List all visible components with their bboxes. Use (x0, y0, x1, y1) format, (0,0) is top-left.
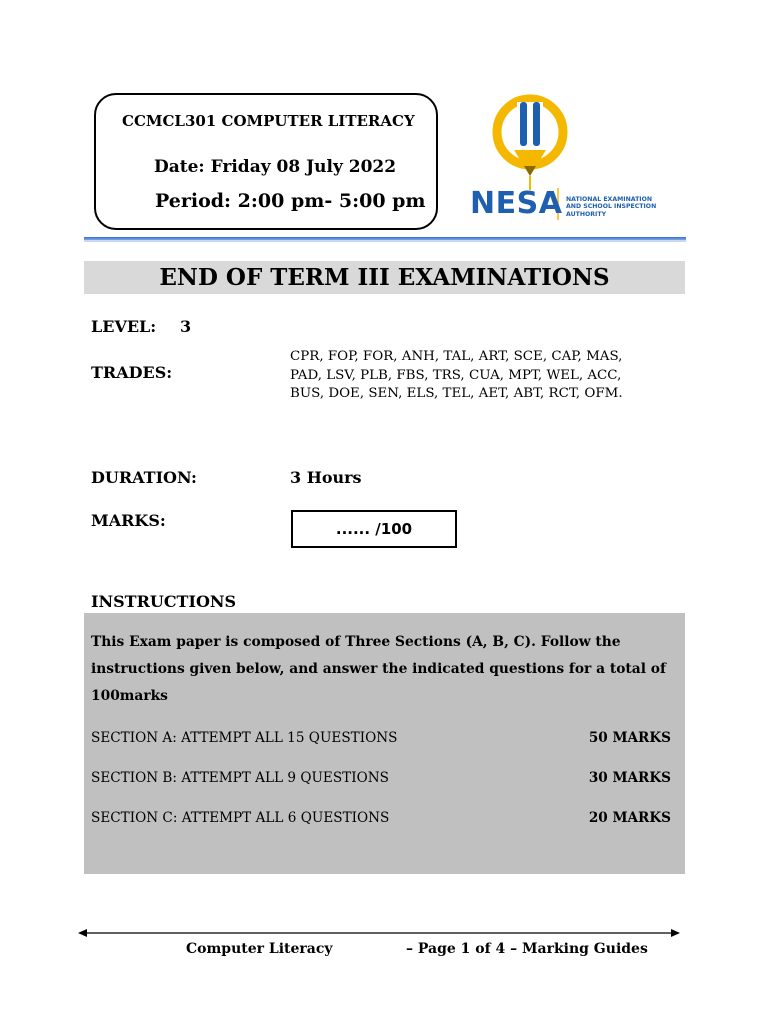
duration-label: DURATION: (91, 468, 197, 487)
footer-double-arrow-icon (78, 926, 680, 940)
exam-title: END OF TERM III EXAMINATIONS (159, 264, 610, 291)
section-text: SECTION A: ATTEMPT ALL 15 QUESTIONS (91, 730, 398, 746)
trades-label: TRADES: (91, 363, 173, 382)
section-marks: 30 MARKS (588, 770, 671, 786)
footer-course: Computer Literacy (186, 941, 333, 957)
exam-period: Period: 2:00 pm- 5:00 pm (155, 190, 426, 212)
logo-subtitle (566, 196, 656, 218)
section-text: SECTION B: ATTEMPT ALL 9 QUESTIONS (91, 770, 389, 786)
logo-subtitle-line: AUTHORITY (566, 210, 607, 218)
section-marks: 20 MARKS (588, 810, 671, 826)
section-row (91, 730, 671, 750)
logo-subtitle-line: NATIONAL EXAMINATION (566, 196, 653, 203)
logo-subtitle-line: AND SCHOOL INSPECTION (566, 203, 657, 211)
level-value: 3 (180, 317, 192, 336)
trades-list (290, 348, 690, 404)
section-text: SECTION C: ATTEMPT ALL 6 QUESTIONS (91, 810, 390, 826)
logo-wordmark: NESA (470, 186, 563, 221)
instructions-text: This Exam paper is composed of Three Sections (A, B, C). Follow the instructions given below, and answer the indicated questions for a total of 100marks (91, 634, 666, 704)
section-row (91, 770, 671, 790)
marks-label: MARKS: (91, 511, 166, 530)
footer-page-info: – Page 1 of 4 – Marking Guides (406, 941, 648, 957)
course-title: CCMCL301 COMPUTER LITERACY (122, 112, 415, 130)
duration-value: 3 Hours (290, 468, 362, 487)
marks-box: ...... /100 (291, 510, 457, 548)
level-label: LEVEL: (91, 317, 157, 336)
instructions-label: INSTRUCTIONS (91, 592, 237, 611)
trades-line: CPR, FOP, FOR, ANH, TAL, ART, SCE, CAP, MAS, (290, 349, 623, 364)
header-divider-shadow (84, 240, 686, 242)
section-row (91, 810, 671, 830)
exam-date: Date: Friday 08 July 2022 (154, 157, 397, 177)
section-marks: 50 MARKS (588, 730, 671, 746)
trades-line: PAD, LSV, PLB, FBS, TRS, CUA, MPT, WEL, ACC, (290, 367, 622, 383)
trades-line: BUS, DOE, SEN, ELS, TEL, AET, ABT, RCT, OFM. (290, 386, 623, 401)
